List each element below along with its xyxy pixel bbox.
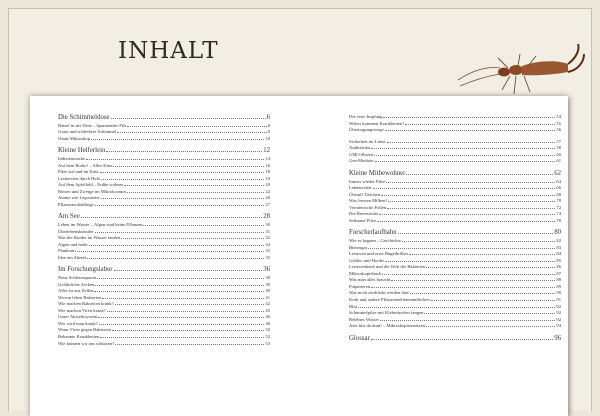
entry-title: Blut [349, 303, 357, 309]
toc-entry [349, 158, 561, 165]
section-title: Glossar [349, 334, 370, 342]
entry-title: Omas Mikroskop [58, 135, 91, 141]
entry-title: Lebensretter [349, 185, 372, 191]
leader-dots [95, 232, 265, 233]
toc-section [58, 266, 270, 347]
leader-dots [111, 118, 266, 119]
entry-page: 53 [265, 340, 270, 346]
entry-page: 83 [556, 244, 561, 250]
leader-dots [373, 188, 555, 189]
entry-title: Pilze auf und im Käse [58, 169, 99, 175]
entry-title: Bekannte Krankheiten [58, 334, 100, 340]
entry-page: 38 [265, 275, 270, 281]
entry-page: 85 [556, 257, 561, 263]
leader-dots [127, 192, 264, 193]
leader-dots [114, 270, 263, 271]
entry-title: Indizienssuche [58, 156, 86, 162]
toc-column-right [349, 114, 561, 348]
entry-page: 90 [556, 290, 561, 296]
leader-dots [100, 337, 264, 338]
leader-dots [117, 132, 267, 133]
leader-dots [398, 233, 554, 234]
entry-page: 32 [265, 235, 270, 241]
entry-title: Seltsame Pilze [349, 217, 376, 223]
leader-dots [115, 344, 264, 345]
entry-page: 92 [556, 316, 561, 322]
entry-page: 92 [556, 310, 561, 316]
entry-page: 35 [265, 254, 270, 260]
section-heading [58, 266, 270, 274]
entry-title: Wie machen Bakterien krank? [58, 301, 114, 307]
leader-dots [101, 198, 265, 199]
entry-page: 52 [265, 334, 270, 340]
entry-page: 60 [556, 151, 561, 157]
leader-dots [99, 324, 265, 325]
section-title: Forscherlaufbahn [349, 229, 397, 237]
leader-dots [409, 254, 556, 255]
entry-page: 88 [556, 277, 561, 283]
toc-entry [58, 255, 270, 262]
leader-dots [374, 155, 555, 156]
entry-title: Wie wird man krank? [58, 320, 98, 326]
section-heading [58, 147, 270, 155]
leader-dots [102, 298, 264, 299]
entry-page: 56 [556, 127, 561, 133]
entry-page: 27 [265, 201, 270, 207]
leader-dots [101, 179, 264, 180]
entry-page: 22 [265, 188, 270, 194]
entry-page: 55 [556, 120, 561, 126]
toc-section [349, 229, 561, 329]
entry-title: Jetzt bist du dran! – Mikroskopiernotizen [349, 323, 425, 329]
section-title: Die Schimmeldose [58, 114, 110, 121]
entry-title: Überall Tierchen [349, 191, 381, 197]
entry-page: 78 [556, 217, 561, 223]
entry-page: 34 [265, 241, 270, 247]
entry-title: Riesen und Zwerge im Mikrokosmos [58, 188, 127, 194]
section-title: Kleine Helferlein [58, 147, 106, 155]
entry-page: 48 [265, 320, 270, 326]
entry-title: Sicherheit im Labor [349, 138, 386, 144]
entry-title: Plankton [58, 248, 75, 254]
entry-title: Leeuwenhoek und die Welt der Bakterien [349, 264, 426, 270]
entry-title: Wie es begann – Geschichte [349, 238, 401, 244]
leader-dots [371, 339, 553, 340]
entry-title: Leben im Wasser – Algen sind keine Pflanzen [58, 222, 143, 228]
entry-title: Was fressen Milben? [349, 198, 388, 204]
leader-dots [383, 117, 555, 118]
entry-page: 26 [265, 195, 270, 201]
entry-title: Algen und mehr [58, 241, 88, 247]
leader-dots [91, 139, 264, 140]
leader-dots [89, 245, 265, 246]
entry-title: Wovon leben Bakterien [58, 294, 102, 300]
entry-title: Leeuwen und erste Bügelbrillen [349, 251, 408, 257]
leader-dots [380, 320, 555, 321]
entry-title: Wie können wir uns schützen? [58, 340, 115, 346]
leader-dots [388, 201, 555, 202]
entry-title: Präparieren [349, 283, 371, 289]
leader-dots [381, 195, 555, 196]
entry-page: 92 [556, 303, 561, 309]
toc-column-left [58, 114, 270, 352]
entry-title: Wie machen Viren krank? [58, 307, 106, 313]
section-heading [58, 114, 270, 122]
leader-dots [121, 238, 264, 239]
section-page: 36 [263, 266, 270, 274]
entry-title: Was nicht zerdrückt werden darf [349, 290, 409, 296]
entry-page: 39 [265, 281, 270, 287]
leader-dots [100, 172, 265, 173]
leader-dots [402, 241, 556, 242]
entry-page: 31 [265, 228, 270, 234]
entry-page: 66 [556, 185, 561, 191]
leader-dots [391, 280, 555, 281]
section-title: Kleine Mitbewohner [349, 169, 406, 177]
entry-page: 86 [556, 264, 561, 270]
section-page: 96 [554, 334, 561, 342]
toc-entry [349, 323, 561, 330]
toc-section [349, 170, 561, 225]
leader-dots [98, 317, 264, 318]
entry-page: 72 [556, 204, 561, 210]
entry-title: Immer wieder Pilze [349, 178, 386, 184]
entry-title: Alles ist aus Zellen [58, 288, 94, 294]
entry-page: 14 [265, 156, 270, 162]
toc-entry [58, 136, 270, 143]
leader-dots [95, 285, 264, 286]
leader-dots [426, 267, 555, 268]
leader-dots [107, 311, 265, 312]
leader-dots [94, 291, 264, 292]
leader-dots [382, 274, 555, 275]
entry-title: Wenn Viren gegen Bakterien [58, 327, 111, 333]
leader-dots [97, 278, 264, 279]
toc-entry [349, 127, 561, 134]
leader-dots [75, 251, 264, 252]
entry-title: Leckereien durch Hefe [58, 175, 101, 181]
entry-page: 58 [556, 145, 561, 151]
section-title: Im Forschungslabor [58, 266, 113, 274]
entry-page: 20 [265, 182, 270, 188]
leader-dots [124, 185, 264, 186]
entry-title: Galileo und Hooke [349, 257, 384, 263]
entry-title: Pflanzenschädlinge [58, 201, 94, 207]
leader-dots [431, 300, 556, 301]
entry-title: Guter und schlechter Schimmel [58, 129, 117, 135]
entry-page: 74 [556, 211, 561, 217]
entry-page: 46 [265, 314, 270, 320]
entry-page: 45 [265, 307, 270, 313]
leader-dots [410, 293, 556, 294]
leader-dots [405, 124, 555, 125]
leader-dots [385, 261, 555, 262]
entry-title: Bierzugas [349, 244, 368, 250]
leader-dots [112, 330, 264, 331]
leader-dots [385, 130, 556, 131]
section-heading [349, 335, 561, 343]
leader-dots [115, 304, 265, 305]
entry-page: 89 [556, 283, 561, 289]
section-page: 28 [263, 213, 270, 221]
entry-page: 50 [265, 327, 270, 333]
leader-dots [81, 217, 262, 218]
section-page: 80 [554, 229, 561, 237]
entry-page: 54 [556, 114, 561, 119]
entry-page: 82 [556, 238, 561, 244]
leader-dots [127, 126, 266, 127]
entry-page: 84 [556, 251, 561, 257]
section-page: 12 [263, 147, 270, 155]
entry-title: Was die Kinder im Wasser fanden [58, 235, 121, 241]
leader-dots [424, 313, 555, 314]
entry-page: 35 [265, 248, 270, 254]
entry-page: 6 [267, 122, 270, 128]
section-heading [349, 229, 561, 237]
entry-page: 94 [556, 323, 561, 329]
entry-page: 16 [265, 162, 270, 168]
leader-dots [368, 248, 555, 249]
section-title: Am See [58, 213, 80, 221]
entry-title: Gefährliche Zecken [58, 281, 95, 287]
entry-page: 40 [265, 288, 270, 294]
entry-title: Atome wie Legosteine [58, 195, 100, 201]
leader-dots [113, 166, 264, 167]
entry-page: 70 [556, 198, 561, 204]
toc-section [58, 147, 270, 208]
entry-title: Die erste Impfung [349, 114, 383, 119]
leader-dots [387, 142, 556, 143]
leader-dots [143, 225, 264, 226]
leader-dots [358, 307, 555, 308]
entry-title: Belebtes Wasser [349, 316, 380, 322]
entry-title: Kork und andere Pflanzenzellenrennflecken [349, 296, 430, 302]
entry-page: 87 [556, 270, 561, 276]
section-heading [349, 170, 561, 178]
entry-title: Mikroskopiebuch [349, 270, 382, 276]
entry-title: Idee am Abend [58, 254, 86, 260]
entry-title: Auf dem Apfelfeld – Erdbe wohner [58, 182, 124, 188]
entry-page: 57 [556, 138, 561, 144]
entry-title: Neue Schleimspuren [58, 275, 97, 281]
leader-dots [371, 148, 555, 149]
entry-page: 9 [267, 129, 270, 135]
entry-page: 64 [556, 178, 561, 184]
entry-title: Überlebenskünstler [58, 228, 94, 234]
section-heading [58, 213, 270, 221]
toc-section [349, 139, 561, 165]
entry-title: Antibiotika [349, 145, 370, 151]
entry-title: Rätsel in der Dose – Spannender Pilz [58, 122, 127, 128]
entry-title: Die Beweislette [349, 211, 379, 217]
section-page: 62 [554, 169, 561, 177]
leader-dots [406, 174, 553, 175]
entry-title: Woher kommen Krankheiten? [349, 120, 405, 126]
leader-dots [386, 182, 555, 183]
toc-entry [58, 202, 270, 209]
entry-page: 68 [556, 191, 561, 197]
entry-page: 30 [265, 222, 270, 228]
toc-entry [349, 218, 561, 225]
entry-title: GMO-Bisien [349, 151, 373, 157]
entry-page: 19 [265, 175, 270, 181]
toc-section [349, 335, 561, 343]
leader-dots [379, 214, 555, 215]
leader-dots [375, 161, 556, 162]
toc-entry [58, 341, 270, 348]
section-page: 6 [266, 114, 270, 121]
toc-section [58, 213, 270, 261]
table-of-contents [30, 96, 568, 416]
toc-section [349, 114, 561, 134]
leader-dots [95, 205, 265, 206]
entry-page: 42 [265, 301, 270, 307]
entry-title: Was man alles braucht [349, 277, 391, 283]
leader-dots [87, 258, 265, 259]
entry-page: 61 [556, 158, 561, 164]
leader-dots [426, 326, 555, 327]
entry-page: 18 [265, 169, 270, 175]
leader-dots [86, 159, 264, 160]
toc-section [58, 114, 270, 142]
entry-title: Schimmelpilze mit Klebestreifen fangen [349, 310, 424, 316]
leader-dots [387, 208, 555, 209]
entry-title: Unser Abwehrsystem [58, 314, 98, 320]
leader-dots [106, 151, 262, 152]
entry-page: 41 [265, 294, 270, 300]
entry-title: Gen-Medizin [349, 158, 374, 164]
entry-title: Verräterische Pollen [349, 204, 387, 210]
leader-dots [377, 221, 555, 222]
entry-title: Auf dem Bioho! – Alles Käse [58, 162, 113, 168]
entry-page: 91 [556, 296, 561, 302]
leader-dots [371, 287, 555, 288]
page-title: INHALT [118, 38, 219, 64]
entry-title: Übertragungswege [349, 127, 384, 133]
entry-page: 10 [265, 135, 270, 141]
